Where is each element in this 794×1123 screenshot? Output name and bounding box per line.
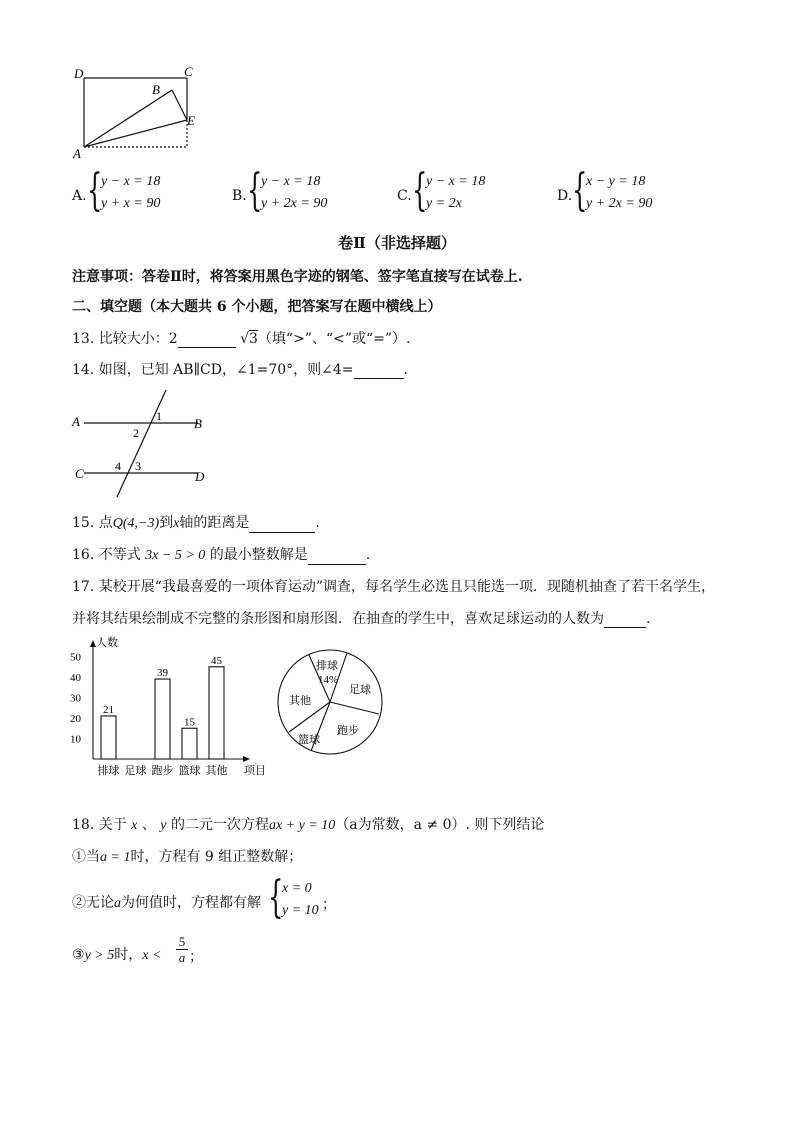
category-label: 足球 bbox=[124, 765, 147, 777]
category-label: 排球 bbox=[97, 765, 120, 777]
choice-a-letter: A. bbox=[72, 188, 87, 204]
sqrt-symbol: √3 bbox=[240, 331, 258, 347]
bar-chart bbox=[66, 632, 276, 782]
y-tick-label: 20 bbox=[70, 713, 81, 725]
choice-d-system: { x − y = 18 y + 2x = 90 bbox=[572, 165, 653, 216]
label-C: C bbox=[75, 466, 84, 481]
question-17-line1: 17. 某校开展“我最喜爱的一项体育运动”调查，每名学生必选且只能选一项．现随机抽查了若干名学生， bbox=[72, 579, 716, 595]
choice-b-letter: B. bbox=[232, 188, 247, 204]
volume-title: 卷Ⅱ（非选择题） bbox=[338, 234, 456, 252]
pie-divider bbox=[330, 702, 379, 714]
bar-0 bbox=[101, 716, 116, 759]
label-C: C bbox=[184, 64, 193, 79]
category-label: 其他 bbox=[205, 765, 228, 777]
pie-label-other: 其他 bbox=[289, 695, 311, 707]
angle-3-label: 3 bbox=[135, 459, 141, 473]
bar-value-label: 45 bbox=[211, 654, 222, 667]
question-14: 14. 如图，已知 AB∥CD，∠1=70°，则∠4= . bbox=[72, 362, 408, 378]
pie-chart bbox=[275, 647, 390, 757]
choice-d-letter: D. bbox=[557, 188, 573, 204]
angle-4-label: 4 bbox=[115, 459, 121, 473]
rectangle-figure bbox=[70, 62, 210, 162]
question-18: 18. 关于 x 、 y 的二元一次方程ax + y = 10（a为常数，a ≠ 0）. 则下列结论 bbox=[72, 817, 545, 833]
notice: 注意事项：答卷Ⅱ时，将答案用黑色字迹的钢笔、签字笔直接写在试卷上. bbox=[72, 269, 523, 285]
question-16: 16. 不等式 3x − 5 > 0 的最小整数解是 . bbox=[72, 547, 371, 563]
bar-2 bbox=[155, 679, 170, 759]
conclusion-3: ③y > 5时，x < bbox=[72, 947, 162, 963]
label-A: A bbox=[73, 146, 81, 161]
label-D: D bbox=[195, 469, 205, 484]
conclusion-2-system: { x = 0 y = 10 bbox=[268, 872, 319, 923]
category-label: 跑步 bbox=[151, 765, 174, 777]
choice-c-system: { y − x = 18 y = 2x bbox=[412, 165, 486, 216]
label-A: A bbox=[72, 414, 80, 429]
y-tick-label: 30 bbox=[70, 692, 81, 705]
x-axis-arrow bbox=[243, 756, 250, 762]
category-label: 篮球 bbox=[178, 765, 201, 777]
pie-label-volleyball-percent: 14% bbox=[318, 674, 339, 686]
angle-2-label: 2 bbox=[133, 426, 139, 440]
angle-1-label: 1 bbox=[156, 409, 162, 423]
pie-label-running: 跑步 bbox=[337, 725, 359, 737]
y-tick-label: 40 bbox=[70, 672, 81, 684]
choice-a-system: { y − x = 18 y + x = 90 bbox=[87, 165, 161, 216]
section-title: 二、填空题（本大题共 6 个小题，把答案写在题中横线上） bbox=[72, 299, 442, 315]
label-E: E bbox=[187, 113, 195, 128]
conclusion-1: ①当a = 1时，方程有 9 组正整数解； bbox=[72, 849, 303, 865]
x-axis-label: 项目 bbox=[244, 765, 266, 777]
question-17-line2: 并将其结果绘制成不完整的条形图和扇形图．在抽查的学生中，喜欢足球运动的人数为 . bbox=[72, 611, 651, 627]
label-B: B bbox=[152, 82, 160, 97]
bar-3 bbox=[182, 728, 197, 759]
parallel-lines-figure bbox=[70, 385, 220, 500]
label-B: B bbox=[194, 416, 202, 431]
choice-c-letter: C. bbox=[397, 188, 412, 204]
y-axis-label: 人数 bbox=[96, 637, 118, 649]
choice-b-system: { y − x = 18 y + 2x = 90 bbox=[247, 165, 328, 216]
bar-4 bbox=[209, 667, 224, 759]
conclusion-2-end: ； bbox=[322, 897, 336, 913]
fraction-5-over-a: 5 a bbox=[176, 934, 188, 965]
pie-label-basketball: 篮球 bbox=[298, 734, 320, 746]
conclusion-2: ②无论a为何值时，方程都有解 bbox=[72, 895, 261, 911]
pie-label-football: 足球 bbox=[349, 684, 371, 696]
bar-value-label: 21 bbox=[103, 703, 114, 716]
question-15: 15. 点Q(4,−3)到x轴的距离是 . bbox=[72, 515, 320, 531]
y-tick-label: 10 bbox=[70, 733, 81, 746]
label-D: D bbox=[74, 66, 84, 81]
pie-label-volleyball: 排球 bbox=[316, 660, 338, 672]
bar-value-label: 15 bbox=[184, 716, 195, 729]
bar-value-label: 39 bbox=[157, 667, 168, 680]
question-13: 13. 比较大小：2 √3（填“>”、“<”或“=”）. bbox=[72, 331, 411, 347]
conclusion-3-end: ； bbox=[189, 949, 203, 965]
y-tick-label: 50 bbox=[70, 651, 81, 664]
